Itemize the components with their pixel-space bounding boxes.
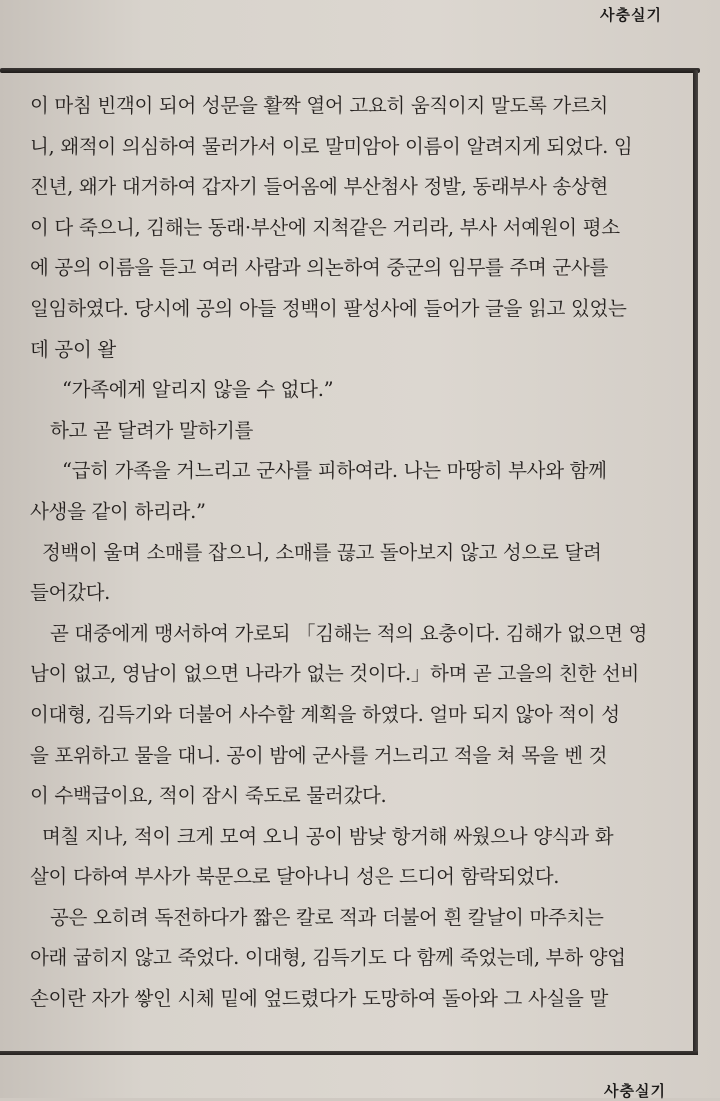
text-line: 일임하였다. 당시에 공의 아들 정백이 팔성사에 들어가 글을 읽고 있었는 xyxy=(30,296,627,320)
text-line: 이대형, 김득기와 더불어 사수할 계획을 하였다. 얼마 되지 않아 적이 성 xyxy=(30,702,620,726)
text-line: 을 포위하고 물을 대니. 공이 밤에 군사를 거느리고 적을 쳐 목을 벤 것 xyxy=(30,743,608,767)
text-line: 사생을 같이 하리라.” xyxy=(30,499,206,523)
running-footer: 사충실기 xyxy=(604,1082,666,1100)
text-line: 이 마침 빈객이 되어 성문을 활짝 열어 고요히 움직이지 말도록 가르치 xyxy=(30,94,609,117)
text-line: 공은 오히려 독전하다가 짧은 칼로 적과 더불어 흰 칼날이 마주치는 xyxy=(50,905,604,929)
text-line: 곧 대중에게 맹서하여 가로되 「김해는 적의 요충이다. 김해가 없으면 영 xyxy=(50,621,648,645)
text-line: 정백이 울며 소매를 잡으니, 소매를 끊고 돌아보지 않고 성으로 달려 xyxy=(42,540,602,564)
text-line: 며칠 지나, 적이 크게 모여 오니 공이 밤낮 항거해 싸웠으나 양식과 화 xyxy=(42,824,614,848)
bottom-border-rule xyxy=(0,1051,698,1055)
top-border-rule xyxy=(0,68,700,73)
text-line: 살이 다하여 부사가 북문으로 달아나니 성은 드디어 함락되었다. xyxy=(30,865,560,889)
text-line: 이 다 죽으니, 김해는 동래·부산에 지척같은 거리라, 부사 서예원이 평소 xyxy=(30,215,620,239)
right-border-rule xyxy=(693,70,698,1055)
text-line: 아래 굽히지 않고 죽었다. 이대형, 김득기도 다 함께 죽었는데, 부하 양업 xyxy=(30,946,626,970)
text-line: 이 수백급이요, 적이 잠시 죽도로 물러갔다. xyxy=(30,784,387,808)
text-line: 니, 왜적이 의심하여 물러가서 이로 말미암아 이름이 알려지게 되었다. 임 xyxy=(30,134,633,158)
text-line: “급히 가족을 거느리고 군사를 피하여라. 나는 마땅히 부사와 함께 xyxy=(62,459,607,483)
text-line: “가족에게 알리지 않을 수 없다.” xyxy=(62,378,334,402)
text-line: 에 공의 이름을 듣고 여러 사람과 의논하여 중군의 임무를 주며 군사를 xyxy=(30,256,609,280)
text-line: 진년, 왜가 대거하여 갑자기 들어옴에 부산첨사 정발, 동래부사 송상현 xyxy=(30,175,609,199)
running-header: 사충실기 xyxy=(600,6,662,24)
text-line: 남이 없고, 영남이 없으면 나라가 없는 것이다.」하며 곧 고을의 친한 선비 xyxy=(30,662,640,686)
text-line: 들어갔다. xyxy=(30,581,111,605)
text-line: 하고 곧 달려가 말하기를 xyxy=(50,418,254,442)
text-line: 데 공이 왈 xyxy=(30,337,116,361)
text-line: 손이란 자가 쌓인 시체 밑에 엎드렸다가 도망하여 돌아와 그 사실을 말 xyxy=(30,987,609,1011)
body-text xyxy=(30,86,678,1020)
